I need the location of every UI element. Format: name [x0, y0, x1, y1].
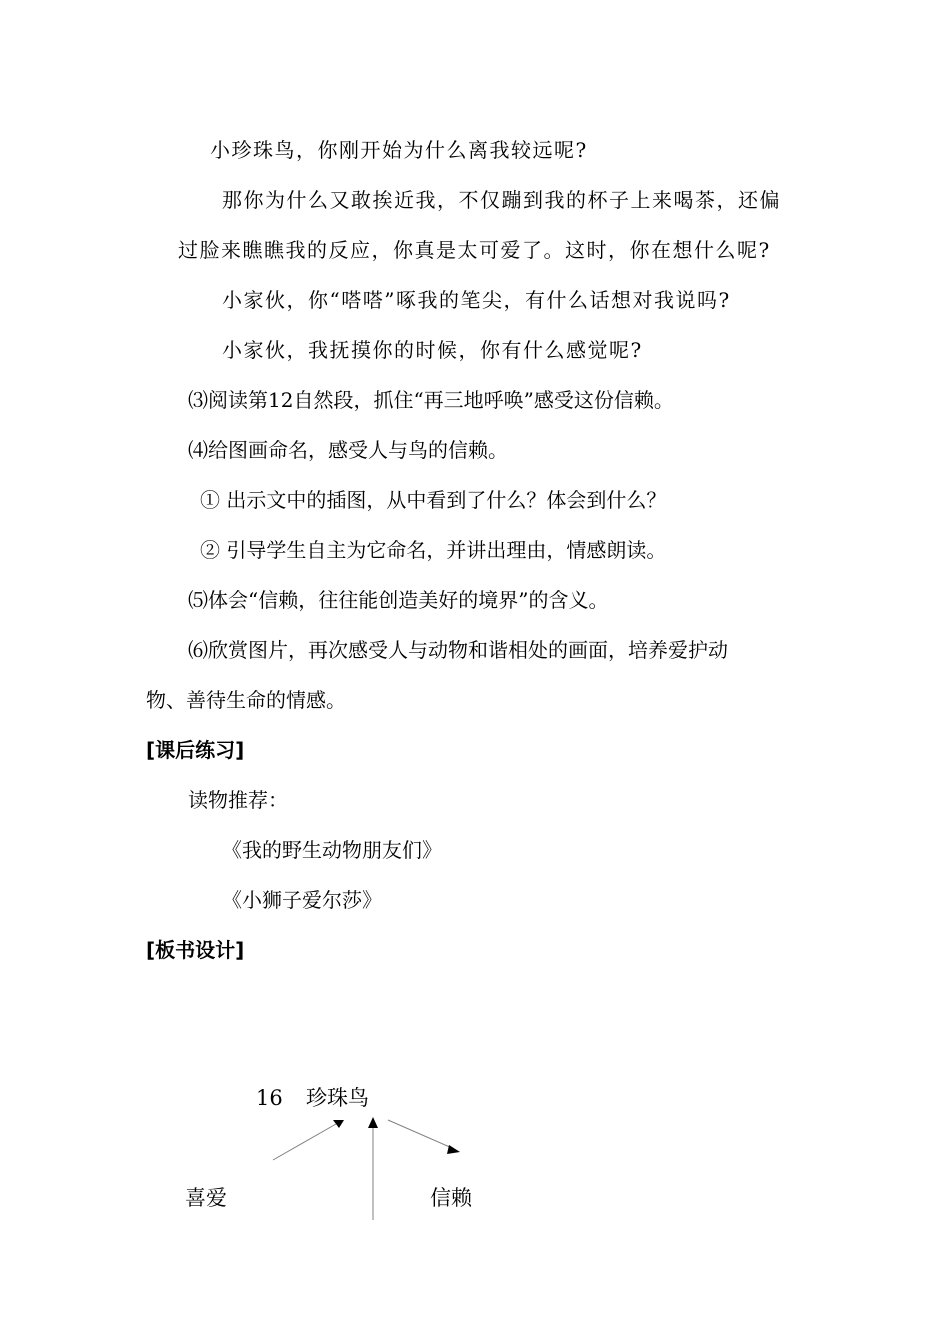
- step-4-1: ① 出示文中的插图，从中看到了什么？体会到什么？: [200, 488, 667, 512]
- step-5: ⑸体会“信赖，往往能创造美好的境界”的含义。: [188, 588, 609, 612]
- question-2-line-1: 那你为什么又敢挨近我，不仅蹦到我的杯子上来喝茶，还偏: [222, 188, 781, 212]
- question-3: 小家伙，你“嗒嗒”啄我的笔尖，有什么话想对我说吗?: [222, 288, 731, 312]
- board-lesson-title: 珍珠鸟: [306, 1086, 369, 1110]
- question-2-line-2: 过脸来瞧瞧我的反应，你真是太可爱了。这时，你在想什么呢?: [178, 238, 771, 262]
- arrow-center-head: [368, 1117, 378, 1128]
- board-left-label: 喜爱: [185, 1186, 227, 1210]
- book-title-1: 《我的野生动物朋友们》: [222, 838, 442, 862]
- practice-heading: [课后练习]: [146, 738, 245, 762]
- reading-recommendation-label: 读物推荐：: [188, 788, 288, 812]
- board-lesson-number: 16: [256, 1086, 283, 1110]
- arrow-right-head: [447, 1145, 460, 1154]
- arrow-right-line: [388, 1120, 452, 1148]
- step-6-line-1: ⑹欣赏图片，再次感受人与动物和谐相处的画面，培养爱护动: [188, 638, 728, 662]
- arrow-left-head: [333, 1120, 344, 1128]
- step-3: ⑶阅读第12自然段，抓住“再三地呼唤”感受这份信赖。: [188, 388, 674, 412]
- question-4: 小家伙，我抚摸你的时候，你有什么感觉呢?: [222, 338, 643, 362]
- step-4: ⑷给图画命名，感受人与鸟的信赖。: [188, 438, 508, 462]
- question-1: 小珍珠鸟，你刚开始为什么离我较远呢?: [210, 138, 588, 162]
- step-4-2: ② 引导学生自主为它命名，并讲出理由，情感朗读。: [200, 538, 667, 562]
- arrow-left-line: [273, 1124, 336, 1160]
- board-right-label: 信赖: [430, 1186, 472, 1210]
- step-6-line-2: 物、善待生命的情感。: [146, 688, 346, 712]
- book-title-2: 《小狮子爱尔莎》: [222, 888, 382, 912]
- board-heading: [板书设计]: [146, 938, 245, 962]
